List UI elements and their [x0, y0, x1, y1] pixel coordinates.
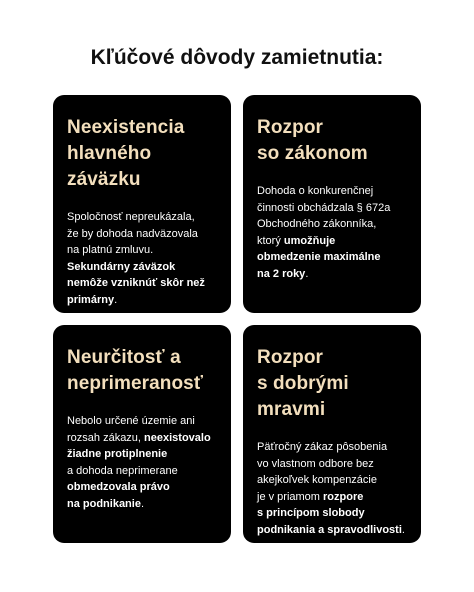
card-body-line	[67, 259, 217, 276]
card-heading-line: Neurčitosť a	[67, 347, 181, 368]
body-text: činnosti obchádzala § 672a	[257, 201, 391, 214]
emphasis-text: žiadne protiplnenie	[67, 448, 168, 460]
card-body-line	[67, 275, 217, 292]
card-heading-line: hlavného	[67, 143, 152, 164]
body-text: že by dohoda nadväzovala	[67, 227, 198, 240]
card-body-line	[257, 249, 407, 266]
card-body-line	[67, 496, 217, 513]
card-body-line	[67, 226, 217, 243]
card-body-line	[67, 463, 217, 480]
emphasis-text: nemôže vzniknúť skôr než	[67, 277, 205, 289]
emphasis-text: rozpore	[323, 490, 364, 503]
body-text: Päťročný zákaz pôsobenia	[257, 441, 388, 453]
card-body-line	[257, 266, 407, 283]
card-heading-line: mravmi	[257, 399, 326, 420]
card-body-line	[257, 472, 407, 489]
card-body-line	[257, 183, 407, 200]
body-text: .	[401, 523, 405, 536]
emphasis-text: Sekundárny záväzok	[67, 260, 176, 273]
card-body-line	[67, 430, 217, 447]
body-text: Spoločnosť nepreukázala,	[67, 211, 195, 223]
card-body-line	[257, 522, 407, 539]
emphasis-text: na 2 roky	[257, 267, 306, 280]
card-heading-line: Rozpor	[257, 117, 324, 138]
card-body	[257, 183, 407, 282]
card-body-line	[257, 505, 407, 522]
card-body-line	[257, 439, 407, 456]
body-text: Obchodného zákonníka,	[257, 218, 377, 230]
card-body-line	[257, 216, 407, 233]
card-heading-line: neprimeranosť	[67, 373, 204, 394]
card-body-line	[67, 446, 217, 463]
body-text: Dohoda o konkurenčnej	[257, 185, 374, 197]
emphasis-text: primárny	[67, 293, 115, 306]
body-text: na platnú zmluvu.	[67, 244, 154, 256]
card-heading-line: záväzku	[67, 169, 141, 190]
emphasis-text: podnikania a spravodlivosti	[257, 523, 402, 536]
card-heading-line: s dobrými	[257, 373, 349, 394]
emphasis-text: umožňuje	[283, 234, 336, 247]
emphasis-text: s princípom slobody	[257, 507, 365, 519]
body-text: Nebolo určené územie ani	[67, 415, 195, 427]
emphasis-text: obmedzenie maximálne	[257, 251, 381, 263]
reason-card-4	[243, 325, 421, 543]
emphasis-text: na podnikanie	[67, 497, 141, 510]
body-text: rozsah zákazu,	[67, 431, 145, 444]
reason-card-2	[243, 95, 421, 313]
emphasis-text: obmedzovala právo	[67, 481, 170, 493]
body-text: je v priamom	[257, 490, 324, 503]
card-body-line	[257, 489, 407, 506]
card-heading-line: so zákonom	[257, 143, 368, 164]
body-text: .	[114, 293, 118, 306]
emphasis-text: neexistovalo	[144, 431, 211, 444]
card-heading	[257, 345, 407, 423]
card-heading-line: Rozpor	[257, 347, 324, 368]
page-title: Kľúčové dôvody zamietnutia:	[90, 46, 384, 69]
card-body-line	[257, 200, 407, 217]
body-text: .	[305, 267, 309, 280]
card-heading-line: Neexistencia	[67, 117, 185, 138]
card-body-line	[67, 209, 217, 226]
card-heading	[67, 115, 217, 193]
body-text: a dohoda neprimerane	[67, 464, 178, 477]
body-text: ktorý	[257, 234, 284, 247]
reason-card-1	[53, 95, 231, 313]
card-body-line	[67, 413, 217, 430]
body-text: .	[140, 497, 145, 510]
card-body-line	[67, 479, 217, 496]
body-text: vo vlastnom odbore bez	[257, 457, 374, 470]
card-body-line	[67, 292, 217, 309]
card-body-line	[257, 456, 407, 473]
card-body	[67, 209, 217, 308]
card-body	[257, 439, 407, 538]
card-heading	[257, 115, 407, 167]
body-text: akejkoľvek kompenzácie	[257, 474, 377, 486]
card-heading	[67, 345, 217, 397]
card-body-line	[257, 233, 407, 250]
reason-card-3	[53, 325, 231, 543]
card-body	[67, 413, 217, 512]
card-body-line	[67, 242, 217, 259]
